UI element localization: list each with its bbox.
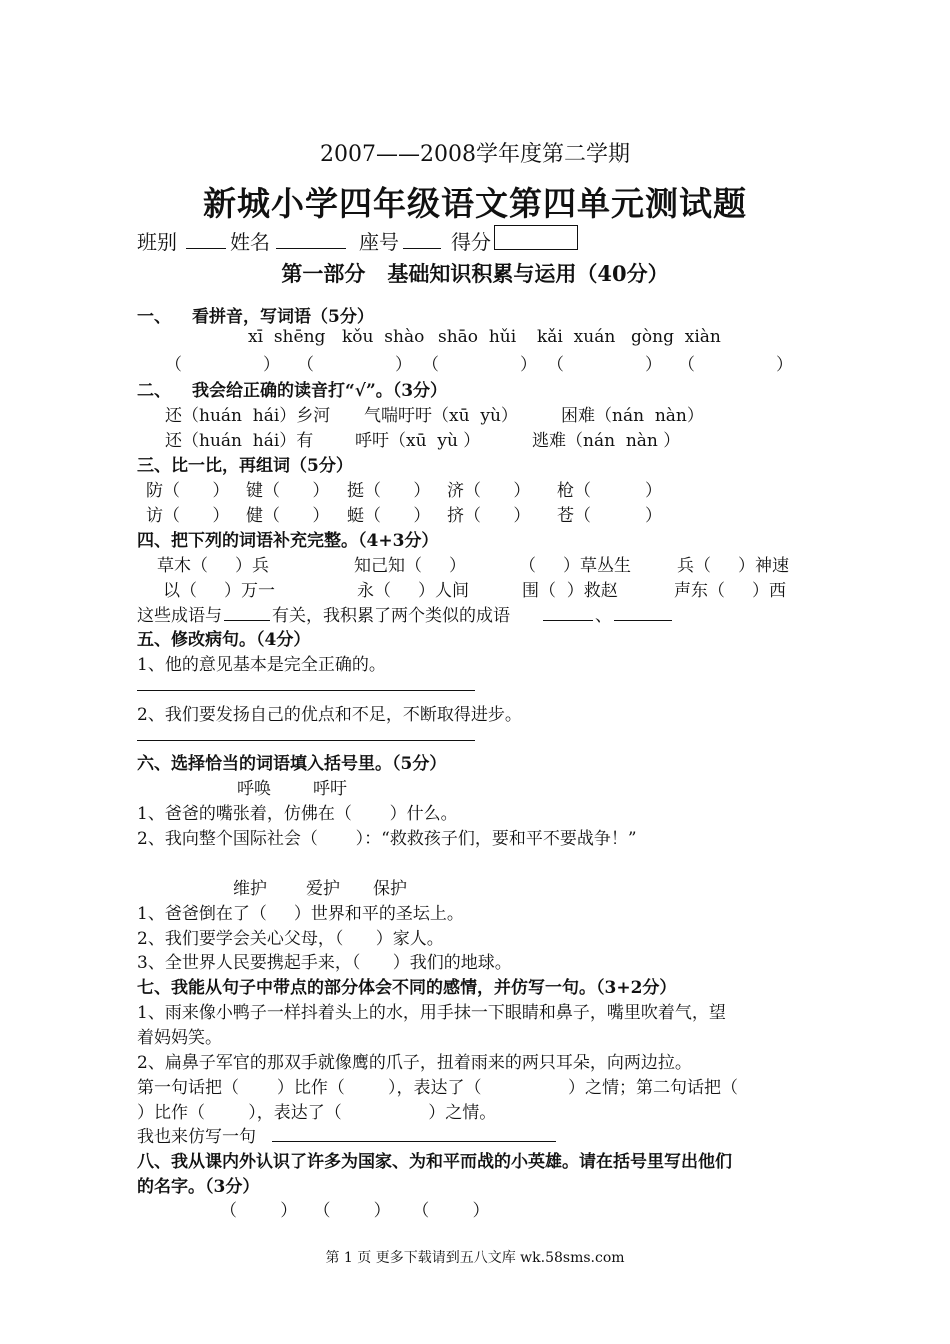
- q5-sentence-1: 1、他的意见基本是完全正确的。: [137, 655, 386, 675]
- seat-blank: [403, 248, 441, 249]
- class-blank: [186, 248, 226, 249]
- q6-word-3: 维护: [233, 879, 267, 899]
- q7-fill-a: 第一句话把（ ）比作（ ），表达了（ ）之情；第二句话把（: [137, 1078, 739, 1098]
- q8-blanks: （ ） （ ） （ ）: [220, 1201, 490, 1221]
- q4-blank-2: [543, 620, 593, 621]
- q6-word-1: 呼唤: [237, 779, 271, 799]
- q2-title: 我会给正确的读音打“√”。（3分）: [192, 381, 448, 401]
- q4-sentence-b: 有关，我积累了两个类似的成语: [272, 606, 510, 626]
- q1-answer-blank-5: （ ）: [678, 355, 794, 375]
- q1-answer-blank-4: （ ）: [547, 355, 663, 375]
- q6-word-2: 呼吁: [313, 779, 347, 799]
- q4-r2-item-1: 以（ ）万一: [163, 581, 276, 601]
- q2-r1-item-1: 还（huán hái）乡河: [165, 406, 331, 426]
- q4-blank-3: [614, 620, 672, 621]
- page-title: 新城小学四年级语文第四单元测试题: [203, 184, 747, 223]
- q3-r1-item-5: 枪（ ）: [557, 481, 663, 501]
- q2-number: 二、: [137, 381, 171, 401]
- q6-word-4: 爱护: [306, 879, 340, 899]
- q1-pinyin-2: kǒu shào: [342, 327, 425, 347]
- q4-sentence-sep: 、: [595, 606, 612, 626]
- q2-r1-item-3: 困难（nán nàn）: [561, 406, 704, 426]
- q3-r2-item-4: 挤（ ）: [447, 506, 531, 526]
- q4-r2-item-4: 声东（ ）西: [674, 581, 787, 601]
- q8-title-b: 的名字。（3分）: [137, 1177, 260, 1197]
- info-name-label: 姓名: [230, 230, 270, 254]
- q2-r2-item-3: 逃难（nán nàn ）: [532, 431, 681, 451]
- q3-title: 三、比一比，再组词（5分）: [137, 456, 353, 476]
- q8-title-a: 八、我从课内外认识了许多为国家、为和平而战的小英雄。请在括号里写出他们: [137, 1152, 732, 1172]
- q6-g1-sentence-2: 2、我向整个国际社会（ ）：“救救孩子们，要和平不要战争！”: [137, 829, 637, 849]
- q7-imitate-label: 我也来仿写一句: [137, 1127, 256, 1147]
- q1-pinyin-5: gòng xiàn: [631, 327, 721, 347]
- q1-pinyin-3: shāo hǔi: [438, 327, 517, 347]
- q5-answer-line-2: [137, 740, 475, 741]
- q6-g1-sentence-1: 1、爸爸的嘴张着，仿佛在（ ）什么。: [137, 804, 458, 824]
- q4-title: 四、把下列的词语补充完整。（4+3分）: [137, 531, 439, 551]
- q3-r1-item-3: 挺（ ）: [347, 481, 431, 501]
- q1-title: 看拼音，写词语（5分）: [192, 307, 374, 327]
- q3-r2-item-3: 蜓（ ）: [347, 506, 431, 526]
- q7-sentence-1a: 1、雨来像小鸭子一样抖着头上的水，用手抹一下眼睛和鼻子，嘴里吹着气，望: [137, 1003, 726, 1023]
- q4-r2-item-2: 永（ ）人间: [357, 581, 470, 601]
- page-footer: 第 1 页 更多下载请到五八文库 wk.58sms.com: [325, 1250, 625, 1266]
- q2-r2-item-2: 呼吁（xū yù ）: [355, 431, 481, 451]
- q5-answer-line-1: [137, 690, 475, 691]
- score-box: [494, 225, 578, 250]
- q7-sentence-2: 2、扁鼻子军官的那双手就像鹰的爪子，扭着雨来的两只耳朵，向两边拉。: [137, 1053, 692, 1073]
- q6-title: 六、选择恰当的词语填入括号里。（5分）: [137, 754, 447, 774]
- info-class-label: 班别: [137, 230, 177, 254]
- q3-r1-item-4: 济（ ）: [447, 481, 531, 501]
- q4-sentence-a: 这些成语与: [137, 606, 222, 626]
- q3-r2-item-5: 苍（ ）: [557, 506, 663, 526]
- q7-fill-b: ）比作（ ），表达了（ ）之情。: [137, 1103, 497, 1123]
- q6-word-5: 保护: [373, 879, 407, 899]
- info-seat-label: 座号: [359, 230, 399, 254]
- q3-r2-item-2: 健（ ）: [246, 506, 330, 526]
- part1-heading: 第一部分 基础知识积累与运用（40分）: [281, 261, 669, 286]
- q7-imitate-line: [272, 1141, 556, 1142]
- q1-number: 一、: [137, 307, 171, 327]
- q2-r1-item-2: 气喘吁吁（xū yù）: [364, 406, 518, 426]
- q6-g2-sentence-1: 1、爸爸倒在了（ ）世界和平的圣坛上。: [137, 904, 464, 924]
- q4-r1-item-1: 草木（ ）兵: [157, 556, 270, 576]
- q7-title: 七、我能从句子中带点的部分体会不同的感情，并仿写一句。（3+2分）: [137, 978, 677, 998]
- q7-sentence-1b: 着妈妈笑。: [137, 1028, 222, 1048]
- q1-pinyin-4: kǎi xuán: [537, 327, 616, 347]
- q4-r1-item-4: 兵（ ）神速: [677, 556, 790, 576]
- q4-r1-item-3: （ ）草丛生: [519, 556, 632, 576]
- q1-pinyin-1: xī shēng: [248, 327, 326, 347]
- q6-g2-sentence-3: 3、全世界人民要携起手来，（ ）我们的地球。: [137, 953, 512, 973]
- q5-title: 五、修改病句。（4分）: [137, 630, 311, 650]
- q1-answer-blank-2: （ ）: [297, 355, 413, 375]
- q3-r2-item-1: 访（ ）: [146, 506, 230, 526]
- q1-answer-blank-1: （ ）: [165, 355, 281, 375]
- q5-sentence-2: 2、我们要发扬自己的优点和不足，不断取得进步。: [137, 705, 522, 725]
- q1-answer-blank-3: （ ）: [422, 355, 538, 375]
- q6-g2-sentence-2: 2、我们要学会关心父母，（ ）家人。: [137, 929, 444, 949]
- q2-r2-item-1: 还（huán hái）有: [165, 431, 314, 451]
- q4-r2-item-3: 围（ ）救赵: [522, 581, 618, 601]
- info-score-label: 得分: [451, 230, 491, 254]
- year-line: 2007——2008学年度第二学期: [320, 142, 630, 167]
- q3-r1-item-1: 防（ ）: [146, 481, 230, 501]
- q4-r1-item-2: 知己知（ ）: [354, 556, 467, 576]
- q4-blank-1: [224, 620, 270, 621]
- name-blank: [276, 248, 346, 249]
- q3-r1-item-2: 键（ ）: [246, 481, 330, 501]
